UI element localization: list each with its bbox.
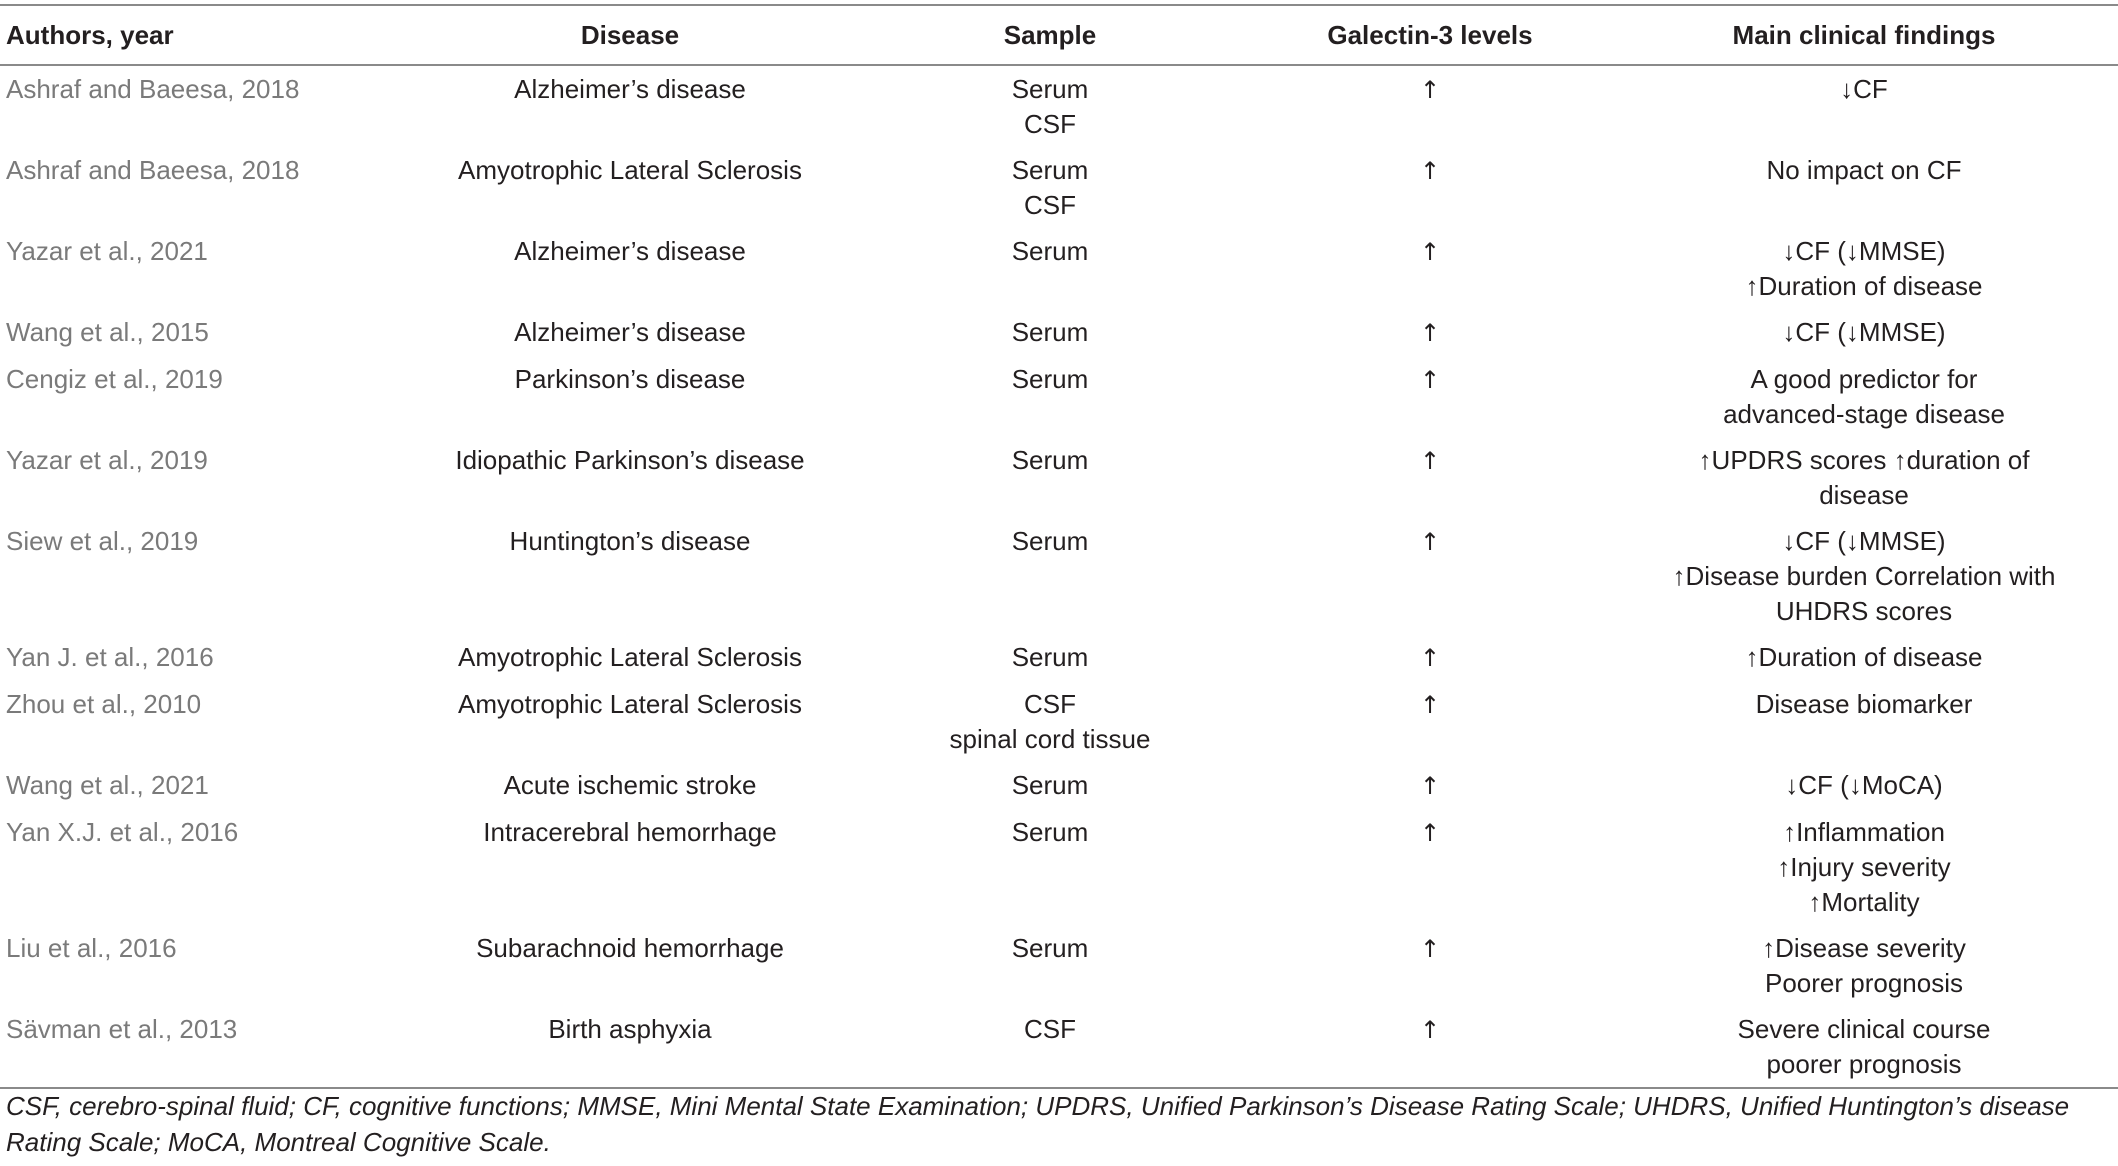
cell-author-year: Yan X.J. et al., 2016	[6, 817, 239, 847]
finding-line: poorer prognosis	[1766, 1049, 1962, 1079]
cell-clinical-findings	[1610, 762, 2118, 809]
galectin-table	[0, 4, 2118, 1089]
cell-author-year: Liu et al., 2016	[6, 933, 177, 963]
table-row	[0, 762, 2118, 809]
table-header	[0, 5, 2118, 65]
cell-galectin-level	[1250, 1006, 1610, 1088]
sample-line: CSF	[1024, 190, 1076, 220]
cell-sample	[850, 762, 1250, 809]
cell-clinical-findings	[1610, 518, 2118, 634]
cell-galectin-level	[1250, 762, 1610, 809]
table-row	[0, 634, 2118, 681]
cell-sample	[850, 356, 1250, 437]
sample-line: Serum	[1011, 317, 1089, 347]
header-main-findings: Main clinical findings	[1610, 5, 2118, 65]
cell-galectin-level	[1250, 681, 1610, 762]
sample-line: Serum	[1011, 74, 1089, 104]
sample-line: Serum	[1011, 236, 1089, 266]
cell-author-year: Yan J. et al., 2016	[6, 642, 214, 672]
header-authors-year: Authors, year	[0, 5, 410, 65]
cell-disease: Huntington’s disease	[509, 526, 751, 556]
finding-line: UHDRS scores	[1775, 596, 1953, 626]
cell-author-year: Yazar et al., 2021	[6, 236, 208, 266]
cell-galectin-level	[1250, 309, 1610, 356]
sample-line: Serum	[1011, 642, 1089, 672]
cell-sample	[850, 634, 1250, 681]
header-row	[0, 5, 2118, 65]
sample-line: Serum	[1011, 933, 1089, 963]
cell-clinical-findings	[1610, 228, 2118, 309]
finding-line: No impact on CF	[1766, 155, 1962, 185]
cell-author-year: Ashraf and Baeesa, 2018	[6, 155, 300, 185]
finding-line: ↑Duration of disease	[1745, 271, 1983, 301]
sample-line: CSF	[1024, 1014, 1076, 1044]
up-arrow-icon: ↑	[1419, 76, 1441, 104]
cell-disease: Alzheimer’s disease	[514, 74, 746, 104]
finding-line: ↑Inflammation	[1783, 817, 1945, 847]
finding-line: ↑Mortality	[1808, 887, 1920, 917]
cell-galectin-level	[1250, 356, 1610, 437]
cell-galectin-level	[1250, 634, 1610, 681]
cell-clinical-findings	[1610, 1006, 2118, 1088]
cell-galectin-level	[1250, 437, 1610, 518]
table-row	[0, 518, 2118, 634]
finding-line: A good predictor for	[1750, 364, 1978, 394]
sample-line: Serum	[1011, 155, 1089, 185]
cell-disease: Subarachnoid hemorrhage	[476, 933, 784, 963]
cell-galectin-level	[1250, 809, 1610, 925]
up-arrow-icon: ↑	[1419, 935, 1441, 963]
finding-line: ↓CF (↓MoCA)	[1785, 770, 1943, 800]
finding-line: Poorer prognosis	[1765, 968, 1963, 998]
finding-line: ↓CF (↓MMSE)	[1782, 236, 1946, 266]
up-arrow-icon: ↑	[1419, 1016, 1441, 1044]
cell-sample	[850, 437, 1250, 518]
cell-author-year: Wang et al., 2021	[6, 770, 209, 800]
cell-galectin-level	[1250, 228, 1610, 309]
up-arrow-icon: ↑	[1419, 157, 1441, 185]
cell-galectin-level	[1250, 925, 1610, 1006]
up-arrow-icon: ↑	[1419, 772, 1441, 800]
finding-line: ↑Disease burden Correlation with	[1672, 561, 2056, 591]
cell-disease: Idiopathic Parkinson’s disease	[455, 445, 805, 475]
sample-line: Serum	[1011, 445, 1089, 475]
header-galectin-levels: Galectin-3 levels	[1250, 5, 1610, 65]
up-arrow-icon: ↑	[1419, 319, 1441, 347]
up-arrow-icon: ↑	[1419, 447, 1441, 475]
finding-line: ↑UPDRS scores ↑duration of	[1698, 445, 2030, 475]
cell-sample	[850, 228, 1250, 309]
cell-sample	[850, 809, 1250, 925]
table-footnote: CSF, cerebro-spinal fluid; CF, cognitive functions; MMSE, Mini Mental State Examination; UPDRS, Unified Parkinson’s Disease Rating Scale; UHDRS, Unified Huntington’s disease Rating Scale; MoCA, Montreal Cognitive Scale.	[6, 1091, 2070, 1157]
cell-author-year: Siew et al., 2019	[6, 526, 199, 556]
table-row	[0, 681, 2118, 762]
cell-galectin-level	[1250, 147, 1610, 228]
table-row	[0, 356, 2118, 437]
finding-line: Severe clinical course	[1737, 1014, 1991, 1044]
finding-line: ↓CF	[1840, 74, 1888, 104]
cell-sample	[850, 518, 1250, 634]
sample-line: CSF	[1024, 689, 1076, 719]
cell-sample	[850, 1006, 1250, 1088]
table-row	[0, 65, 2118, 147]
cell-sample	[850, 309, 1250, 356]
table-row	[0, 925, 2118, 1006]
cell-clinical-findings	[1610, 147, 2118, 228]
sample-line: Serum	[1011, 817, 1089, 847]
cell-clinical-findings	[1610, 65, 2118, 147]
cell-sample	[850, 681, 1250, 762]
cell-disease: Amyotrophic Lateral Sclerosis	[458, 642, 802, 672]
cell-clinical-findings	[1610, 309, 2118, 356]
cell-sample	[850, 147, 1250, 228]
cell-clinical-findings	[1610, 437, 2118, 518]
cell-disease: Intracerebral hemorrhage	[483, 817, 777, 847]
cell-galectin-level	[1250, 65, 1610, 147]
header-disease: Disease	[410, 5, 850, 65]
cell-disease: Alzheimer’s disease	[514, 317, 746, 347]
cell-disease: Parkinson’s disease	[514, 364, 746, 394]
finding-line: Disease biomarker	[1755, 689, 1973, 719]
cell-author-year: Yazar et al., 2019	[6, 445, 208, 475]
cell-clinical-findings	[1610, 634, 2118, 681]
up-arrow-icon: ↑	[1419, 644, 1441, 672]
cell-disease: Alzheimer’s disease	[514, 236, 746, 266]
table-row	[0, 147, 2118, 228]
table-row	[0, 1006, 2118, 1088]
sample-line: Serum	[1011, 364, 1089, 394]
cell-author-year: Cengiz et al., 2019	[6, 364, 223, 394]
up-arrow-icon: ↑	[1419, 238, 1441, 266]
up-arrow-icon: ↑	[1419, 366, 1441, 394]
finding-line: ↑Injury severity	[1777, 852, 1951, 882]
up-arrow-icon: ↑	[1419, 691, 1441, 719]
sample-line: CSF	[1024, 109, 1076, 139]
sample-line: Serum	[1011, 526, 1089, 556]
cell-author-year: Wang et al., 2015	[6, 317, 209, 347]
cell-author-year: Sävman et al., 2013	[0, 1006, 410, 1088]
cell-clinical-findings	[1610, 925, 2118, 1006]
cell-clinical-findings	[1610, 356, 2118, 437]
up-arrow-icon: ↑	[1419, 528, 1441, 556]
sample-line: Serum	[1011, 770, 1089, 800]
cell-disease: Amyotrophic Lateral Sclerosis	[458, 155, 802, 185]
up-arrow-icon: ↑	[1419, 819, 1441, 847]
finding-line: advanced-stage disease	[1723, 399, 2005, 429]
table-row	[0, 228, 2118, 309]
cell-clinical-findings	[1610, 809, 2118, 925]
finding-line: ↓CF (↓MMSE)	[1782, 317, 1946, 347]
finding-line: ↑Duration of disease	[1745, 642, 1983, 672]
cell-galectin-level	[1250, 518, 1610, 634]
cell-author-year: Zhou et al., 2010	[6, 689, 202, 719]
cell-sample	[850, 925, 1250, 1006]
cell-disease: Acute ischemic stroke	[503, 770, 757, 800]
cell-disease: Amyotrophic Lateral Sclerosis	[458, 689, 802, 719]
sample-line: spinal cord tissue	[949, 724, 1151, 754]
finding-line: ↓CF (↓MMSE)	[1782, 526, 1946, 556]
finding-line: ↑Disease severity	[1762, 933, 1966, 963]
cell-clinical-findings	[1610, 681, 2118, 762]
table-row	[0, 309, 2118, 356]
table-body	[0, 65, 2118, 1088]
finding-line: disease	[1819, 480, 1909, 510]
table-row	[0, 809, 2118, 925]
table-row	[0, 437, 2118, 518]
header-sample: Sample	[850, 5, 1250, 65]
cell-disease: Birth asphyxia	[410, 1006, 850, 1088]
cell-sample	[850, 65, 1250, 147]
cell-author-year: Ashraf and Baeesa, 2018	[6, 74, 300, 104]
